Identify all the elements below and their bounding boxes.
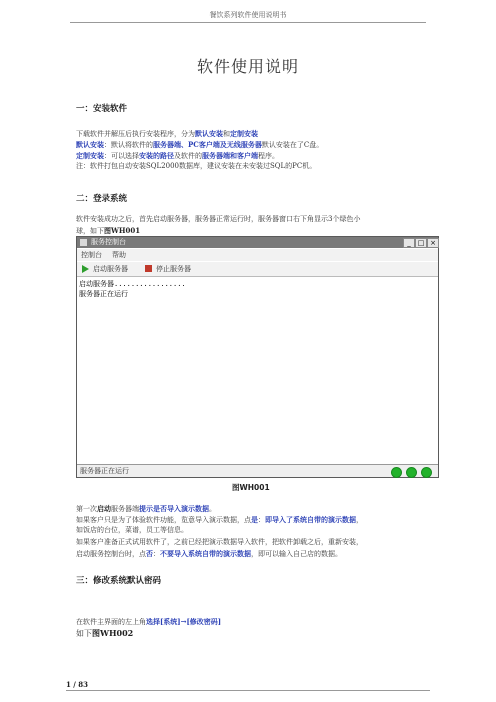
text: ： xyxy=(153,550,160,558)
text: 球，如下 xyxy=(76,227,104,235)
highlight: 默认安装 xyxy=(76,140,104,149)
running-header: 餐饮系列软件使用说明书 xyxy=(209,11,287,19)
document-title: 软件使用说明 xyxy=(196,57,299,76)
stop-server-button[interactable]: 停止服务器 xyxy=(156,265,191,273)
highlight: 定制安装 xyxy=(230,129,258,138)
import-line-5 xyxy=(76,548,436,560)
status-dot-icon xyxy=(391,467,402,478)
section-2-line-1: 软件安装成功之后，首先启动服务器，服务器正常运行时，服务器窗口右下角显示3个绿色小 xyxy=(76,215,361,223)
text: 在软件主界面的左上角 xyxy=(76,618,146,626)
text: ， xyxy=(356,516,363,524)
start-server-button[interactable]: 启动服务器 xyxy=(93,265,128,273)
window-titlebar xyxy=(77,237,438,248)
close-button[interactable]: × xyxy=(427,238,439,248)
status-text: 服务器正在运行 xyxy=(80,467,129,475)
section-3-line-1 xyxy=(76,616,436,628)
highlight: 是 xyxy=(251,515,258,524)
text: 下载软件并解压后执行安装程序，分为 xyxy=(76,130,195,138)
highlight: [修改密码] xyxy=(186,617,222,626)
import-line-4: 如果客户准备正式试用软件了，之前已经把演示数据导入软件，把软件卸载之后，重新安装， xyxy=(76,538,363,546)
text: 默认安装在了C盘。 xyxy=(261,141,324,149)
start-icon xyxy=(82,265,89,273)
section-3-heading: 三：修改系统默认密码 xyxy=(76,576,162,586)
highlight: 默认安装 xyxy=(195,129,223,138)
import-line-3: 如饭店的台位，菜谱，员工等信息。 xyxy=(76,526,188,534)
highlight: 服务器端、PC客户端及无线服务器 xyxy=(153,140,262,149)
text: 。 xyxy=(209,505,216,513)
menu-bar xyxy=(77,249,438,261)
window-title: 服务控制台 xyxy=(91,238,126,246)
minimize-button[interactable]: _ xyxy=(403,238,415,248)
section-1-note: 注：软件打包自动安装SQL2000数据库，建议安装在未安装过SQL的PC机。 xyxy=(76,162,317,170)
text: 及软件的 xyxy=(174,152,202,160)
text: 程序。 xyxy=(258,152,279,160)
toolbar xyxy=(77,262,438,277)
menu-help[interactable]: 帮助 xyxy=(112,251,126,259)
text: 服务器端 xyxy=(111,505,139,513)
text: 和 xyxy=(223,130,230,138)
status-bar xyxy=(77,464,438,477)
text: ：可以选择 xyxy=(104,152,139,160)
highlight: 选择[系统] xyxy=(146,617,181,626)
stop-icon xyxy=(145,265,152,272)
menu-console[interactable]: 控制台 xyxy=(81,251,102,259)
figure-ref: 图WH001 xyxy=(104,226,141,235)
highlight: 定制安装 xyxy=(76,151,104,160)
maximize-button[interactable]: □ xyxy=(415,238,427,248)
log-line: 服务器正在运行 xyxy=(79,290,128,298)
figure-ref: 图WH002 xyxy=(92,628,134,638)
text: ：默认将软件的 xyxy=(104,141,153,149)
status-dot-icon xyxy=(421,467,432,478)
text: 启动服务控制台时，点 xyxy=(76,550,146,558)
figure-caption: 图WH001 xyxy=(232,483,270,492)
service-console-window xyxy=(76,236,439,478)
text: 如果客户只是为了体验软件功能，览意导入演示数据，点 xyxy=(76,516,251,524)
header-rule xyxy=(70,22,426,23)
highlight: 服务器端和客户端 xyxy=(202,151,258,160)
text: 第一次 xyxy=(76,505,97,513)
log-line: 启动服务器................. xyxy=(79,280,186,288)
arrow-icon: → xyxy=(180,617,187,626)
section-1-heading: 一：安装软件 xyxy=(76,104,128,114)
emphasis: 启动 xyxy=(97,504,111,513)
status-dot-icon xyxy=(406,467,417,478)
section-2-heading: 二：登录系统 xyxy=(76,194,128,204)
text: 如下 xyxy=(76,629,92,638)
text: ： xyxy=(258,516,265,524)
page-number: 1 / 83 xyxy=(66,680,89,689)
highlight: 即导入了系统自带的演示数据 xyxy=(265,515,356,524)
highlight: 不要导入系统自带的演示数据 xyxy=(160,549,251,558)
text: ，即可以输入自己店的数据。 xyxy=(251,550,342,558)
highlight: 否 xyxy=(146,549,153,558)
footer-rule xyxy=(66,690,430,691)
log-area xyxy=(79,279,434,459)
highlight: 提示是否导入演示数据 xyxy=(139,504,209,513)
app-icon xyxy=(80,239,87,246)
highlight: 安装的路径 xyxy=(139,151,174,160)
section-3-line-2 xyxy=(76,628,436,639)
